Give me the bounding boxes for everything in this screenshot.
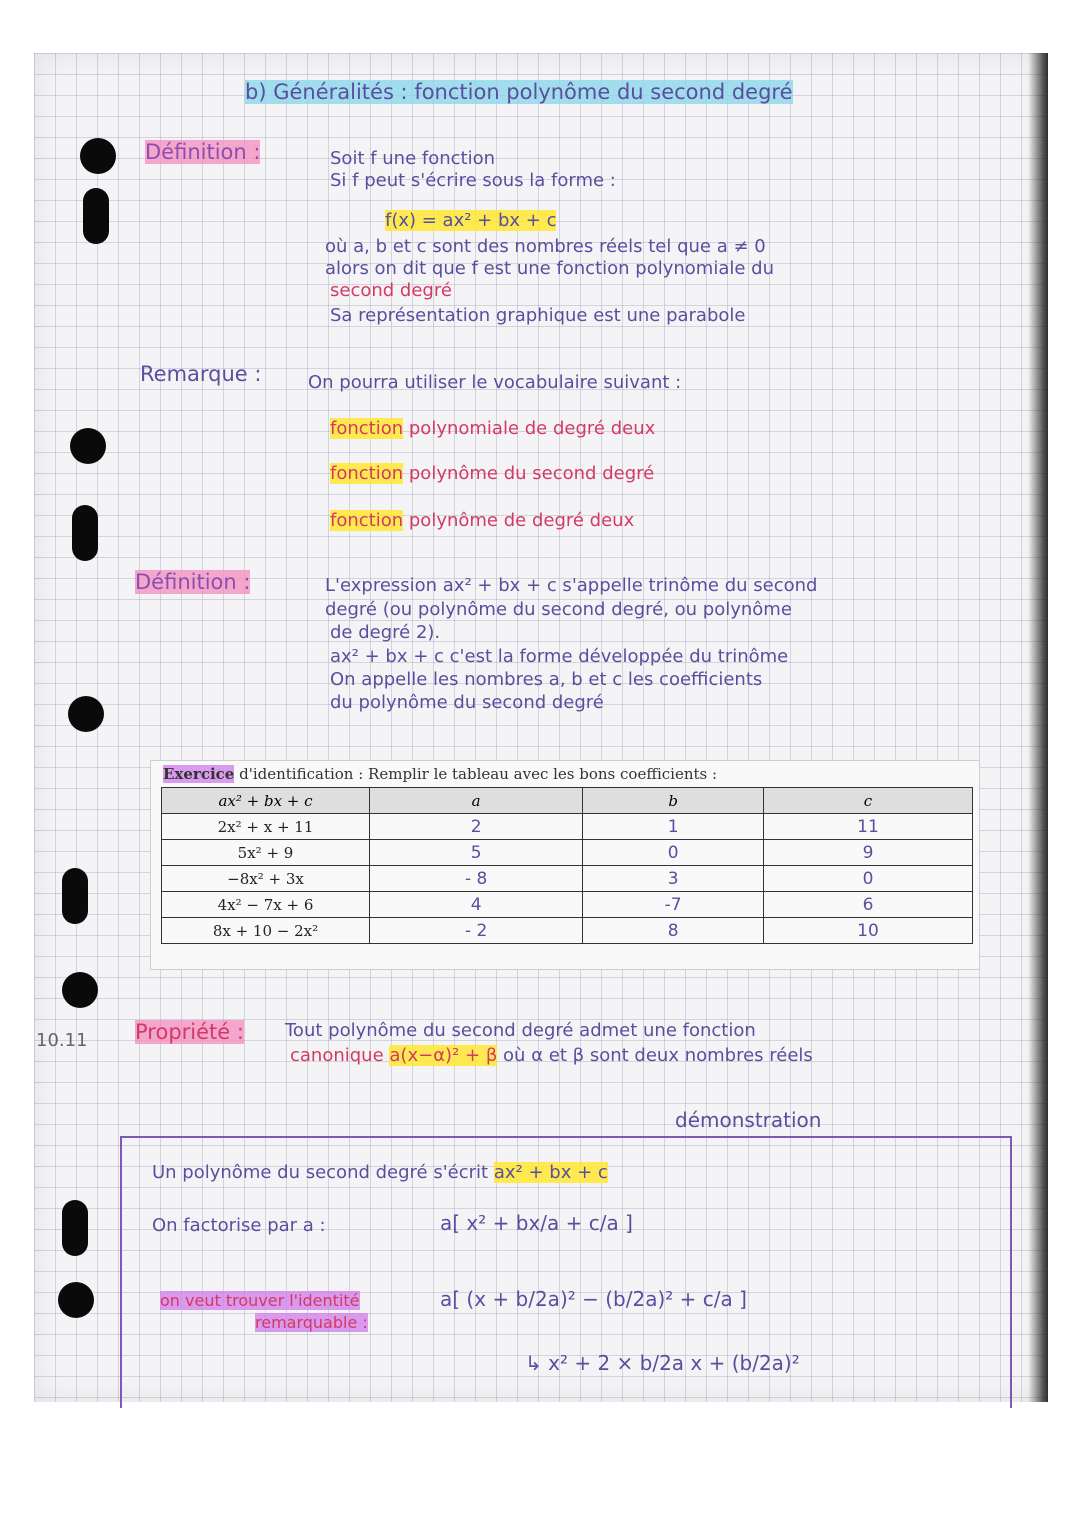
definition-line: second degré xyxy=(330,280,452,301)
remarque-intro: On pourra utiliser le vocabulaire suivant : xyxy=(308,372,682,393)
demo-math: ↳ x² + 2 × b/2a x + (b/2a)² xyxy=(525,1351,800,1375)
propriete-line: Tout polynôme du second degré admet une fonction xyxy=(285,1020,756,1041)
definition-line: où a, b et c sont des nombres réels tel que a ≠ 0 xyxy=(325,236,766,257)
table-cell: −8x² + 3x xyxy=(162,866,370,892)
table-row xyxy=(162,866,973,892)
table-cell: -7 xyxy=(583,892,764,918)
table-header: a xyxy=(370,788,583,814)
table-cell: 11 xyxy=(764,814,973,840)
date-note: 10.11 xyxy=(36,1030,88,1051)
demo-math: a[ (x + b/2a)² − (b/2a)² + c/a ] xyxy=(440,1287,747,1311)
binder-hole xyxy=(62,972,98,1008)
table-row xyxy=(162,814,973,840)
definition-line: de degré 2). xyxy=(330,622,441,643)
binder-hole xyxy=(80,138,116,174)
definition-label: Définition : xyxy=(145,140,261,164)
table-cell: 8x + 10 − 2x² xyxy=(162,918,370,944)
table-cell: 5 xyxy=(370,840,583,866)
table-row xyxy=(162,840,973,866)
table-cell: 2x² + x + 11 xyxy=(162,814,370,840)
table-cell: - 8 xyxy=(370,866,583,892)
binder-hole xyxy=(58,1282,94,1318)
binder-hole xyxy=(70,428,106,464)
vocab-item: fonction polynôme du second degré xyxy=(330,463,655,484)
table-header: ax² + bx + c xyxy=(162,788,370,814)
definition-line: Sa représentation graphique est une parabole xyxy=(330,305,746,326)
table-header: b xyxy=(583,788,764,814)
vocab-item: fonction polynôme de degré deux xyxy=(330,510,635,531)
table-cell: 0 xyxy=(583,840,764,866)
binder-hole xyxy=(83,188,109,244)
definition-line: L'expression ax² + bx + c s'appelle trinôme du second xyxy=(325,575,818,596)
table-cell: - 2 xyxy=(370,918,583,944)
formula: f(x) = ax² + bx + c xyxy=(385,210,557,231)
table-cell: 6 xyxy=(764,892,973,918)
definition-line: du polynôme du second degré xyxy=(330,692,604,713)
demo-note: remarquable : xyxy=(255,1313,368,1332)
vocab-item: fonction polynomiale de degré deux xyxy=(330,418,656,439)
table-cell: 4 xyxy=(370,892,583,918)
definition-line: Soit f une fonction xyxy=(330,148,496,169)
binder-hole xyxy=(62,868,88,924)
table-cell: 3 xyxy=(583,866,764,892)
table-cell: 2 xyxy=(370,814,583,840)
propriete-line: canonique a(x−α)² + β où α et β sont deux nombres réels xyxy=(290,1045,813,1066)
table-header: c xyxy=(764,788,973,814)
definition-line: Si f peut s'écrire sous la forme : xyxy=(330,170,616,191)
binder-hole xyxy=(68,696,104,732)
table-cell: 8 xyxy=(583,918,764,944)
demo-line: On factorise par a : xyxy=(152,1215,326,1236)
definition-label: Définition : xyxy=(135,570,251,594)
remarque-label: Remarque : xyxy=(140,362,262,386)
demo-note: on veut trouver l'identité xyxy=(160,1291,360,1310)
demo-line: Un polynôme du second degré s'écrit ax² + bx + c xyxy=(152,1162,608,1183)
exercise-sheet xyxy=(150,760,980,970)
table-header-row xyxy=(162,788,973,814)
table-row xyxy=(162,892,973,918)
demonstration-heading: démonstration xyxy=(675,1108,822,1132)
table-cell: 5x² + 9 xyxy=(162,840,370,866)
demo-math: a[ x² + bx/a + c/a ] xyxy=(440,1211,633,1235)
definition-line: alors on dit que f est une fonction polynomiale du xyxy=(325,258,774,279)
binder-hole xyxy=(72,505,98,561)
table-row xyxy=(162,918,973,944)
binder-hole xyxy=(62,1200,88,1256)
definition-line: degré (ou polynôme du second degré, ou polynôme xyxy=(325,599,792,620)
section-title: b) Généralités : fonction polynôme du second degré xyxy=(245,80,793,104)
exercise-title: Exercice d'identification : Remplir le tableau avec les bons coefficients : xyxy=(163,765,718,783)
propriete-label: Propriété : xyxy=(135,1020,244,1044)
table-cell: 0 xyxy=(764,866,973,892)
coefficients-table xyxy=(161,787,973,944)
definition-line: ax² + bx + c c'est la forme développée du trinôme xyxy=(330,646,789,667)
table-cell: 4x² − 7x + 6 xyxy=(162,892,370,918)
table-cell: 10 xyxy=(764,918,973,944)
table-cell: 9 xyxy=(764,840,973,866)
page-edge-shadow xyxy=(1028,53,1048,1402)
definition-line: On appelle les nombres a, b et c les coefficients xyxy=(330,669,763,690)
table-cell: 1 xyxy=(583,814,764,840)
